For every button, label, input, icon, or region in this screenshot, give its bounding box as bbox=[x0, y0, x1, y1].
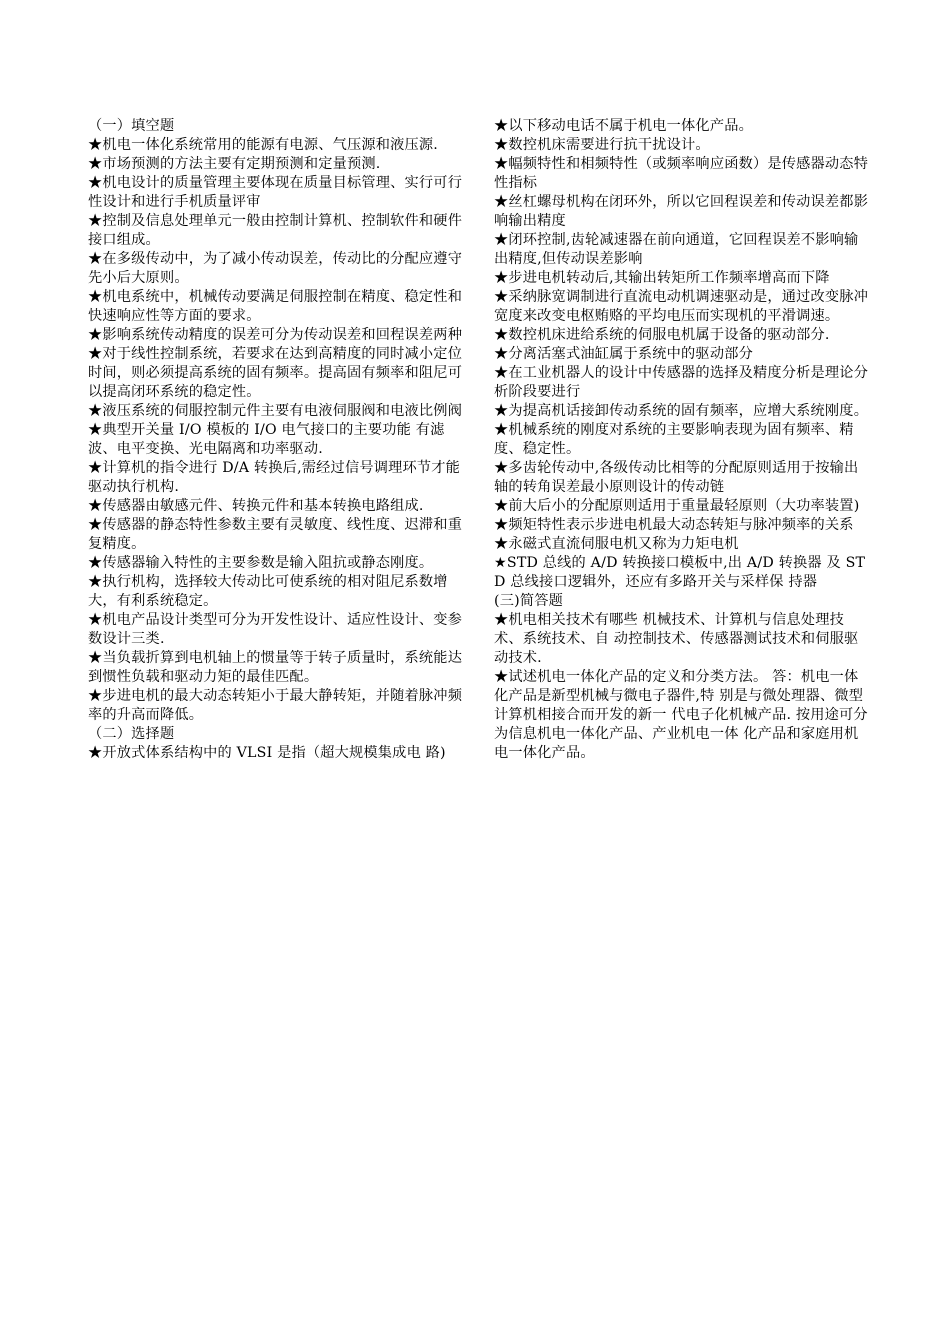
left-paragraph: ★机电系统中，机械传动要满足伺服控制在精度、稳定性和快速响应性等方面的要求。 bbox=[88, 289, 463, 324]
left-paragraph: ★当负载折算到电机轴上的惯量等于转子质量时，系统能达到惯性负载和驱动力矩的最佳匹配。 bbox=[88, 650, 463, 685]
right-paragraph: ★STD 总线的 A/D 转换接口模板中,出 A/D 转换器 及 STD 总线接口逻辑外，还应有多路开关与采样保 持器 bbox=[494, 555, 866, 590]
right-column bbox=[494, 117, 872, 763]
left-paragraph: ★市场预测的方法主要有定期预测和定量预测. bbox=[88, 156, 381, 172]
left-paragraph: ★机电一体化系统常用的能源有电源、气压源和液压源. bbox=[88, 137, 439, 153]
left-paragraph: ★传感器由敏感元件、转换元件和基本转换电路组成. bbox=[88, 498, 424, 514]
left-paragraph: ★液压系统的伺服控制元件主要有电液伺服阀和电液比例阀 bbox=[88, 403, 463, 419]
right-paragraph: ★数控机床进给系统的伺服电机属于设备的驱动部分. bbox=[494, 327, 830, 343]
right-paragraph: ★试述机电一体化产品的定义和分类方法。 答：机电一体化产品是新型机械与微电子器件,特 别是与微处理器、微型计算机相接合而开发的新一 代电子化机械产品. 按用途可分为信息机电一体化产品、产业机电一体 化产品和家庭用机电一体化产品。 bbox=[494, 669, 868, 761]
left-paragraph: ★传感器的静态特性参数主要有灵敏度、线性度、迟滞和重复精度。 bbox=[88, 517, 463, 552]
left-paragraph: ★步进电机的最大动态转矩小于最大静转矩，并随着脉冲频率的升高而降低。 bbox=[88, 688, 463, 723]
left-paragraph: ★典型开关量 I/O 模板的 I/O 电气接口的主要功能 有滤波、电平变换、光电隔离和功率驱动. bbox=[88, 422, 445, 457]
left-section-heading: （二）选择题 bbox=[88, 726, 175, 742]
right-paragraph: ★以下移动电话不属于机电一体化产品。 bbox=[494, 118, 753, 134]
left-paragraph: ★机电设计的质量管理主要体现在质量目标管理、实行可行性设计和进行手机质量评审 bbox=[88, 175, 463, 210]
left-paragraph: ★开放式体系结构中的 VLSI 是指（超大规模集成电 路) bbox=[88, 745, 446, 761]
right-paragraph: ★数控机床需要进行抗干扰设计。 bbox=[494, 137, 710, 153]
right-paragraph: ★永磁式直流伺服电机又称为力矩电机 bbox=[494, 536, 739, 552]
right-paragraph: ★频矩特性表示步进电机最大动态转矩与脉冲频率的关系 bbox=[494, 517, 854, 533]
right-paragraph: ★采纳脉宽调制进行直流电动机调速驱动是，通过改变脉冲宽度来改变电枢贿赂的平均电压而实现机的平滑调速。 bbox=[494, 289, 869, 324]
right-paragraph: ★多齿轮传动中,各级传动比相等的分配原则适用于按输出轴的转角误差最小原则设计的传动链 bbox=[494, 460, 859, 495]
right-paragraph: ★幅频特性和相频特性（或频率响应函数）是传感器动态特性指标 bbox=[494, 156, 869, 191]
left-paragraph: ★影响系统传动精度的误差可分为传动误差和回程误差两种 bbox=[88, 327, 463, 343]
right-paragraph: ★前大后小的分配原则适用于重量最轻原则（大功率装置) bbox=[494, 498, 860, 514]
left-paragraph: ★对于线性控制系统，若要求在达到高精度的同时减小定位时间，则必须提高系统的固有频率。提高固有频率和阻尼可以提高闭环系统的稳定性。 bbox=[88, 346, 463, 400]
right-section-heading: (三)简答题 bbox=[494, 593, 564, 609]
right-paragraph: ★机械系统的刚度对系统的主要影响表现为固有频率、精度、稳定性。 bbox=[494, 422, 854, 457]
right-paragraph: ★丝杠螺母机构在闭环外，所以它回程误差和传动误差都影响输出精度 bbox=[494, 194, 869, 229]
right-paragraph: ★机电相关技术有哪些 机械技术、计算机与信息处理技术、系统技术、自 动控制技术、传感器测试技术和伺服驱动技术. bbox=[494, 612, 859, 666]
right-paragraph: ★步进电机转动后,其输出转矩所工作频率增高而下降 bbox=[494, 270, 830, 286]
left-paragraph: ★在多级传动中，为了减小传动误差，传动比的分配应遵守先小后大原则。 bbox=[88, 251, 463, 286]
left-section-heading: （一）填空题 bbox=[88, 118, 175, 134]
right-paragraph: ★为提高机话接卸传动系统的固有频率，应增大系统刚度。 bbox=[494, 403, 869, 419]
left-paragraph: ★传感器输入特性的主要参数是输入阻抗或静态刚度。 bbox=[88, 555, 434, 571]
left-paragraph: ★执行机构，选择较大传动比可使系统的相对阻尼系数增大，有利系统稳定。 bbox=[88, 574, 448, 609]
right-paragraph: ★在工业机器人的设计中传感器的选择及精度分析是理论分析阶段要进行 bbox=[494, 365, 869, 400]
left-paragraph: ★计算机的指令进行 D/A 转换后,需经过信号调理环节才能驱动执行机构. bbox=[88, 460, 461, 495]
left-paragraph: ★机电产品设计类型可分为开发性设计、适应性设计、变参数设计三类. bbox=[88, 612, 463, 647]
left-paragraph: ★控制及信息处理单元一般由控制计算机、控制软件和硬件接口组成。 bbox=[88, 213, 463, 248]
left-column bbox=[88, 117, 466, 763]
right-paragraph: ★闭环控制,齿轮减速器在前向通道，它回程误差不影响输出精度,但传动误差影响 bbox=[494, 232, 859, 267]
right-paragraph: ★分离活塞式油缸属于系统中的驱动部分 bbox=[494, 346, 753, 362]
